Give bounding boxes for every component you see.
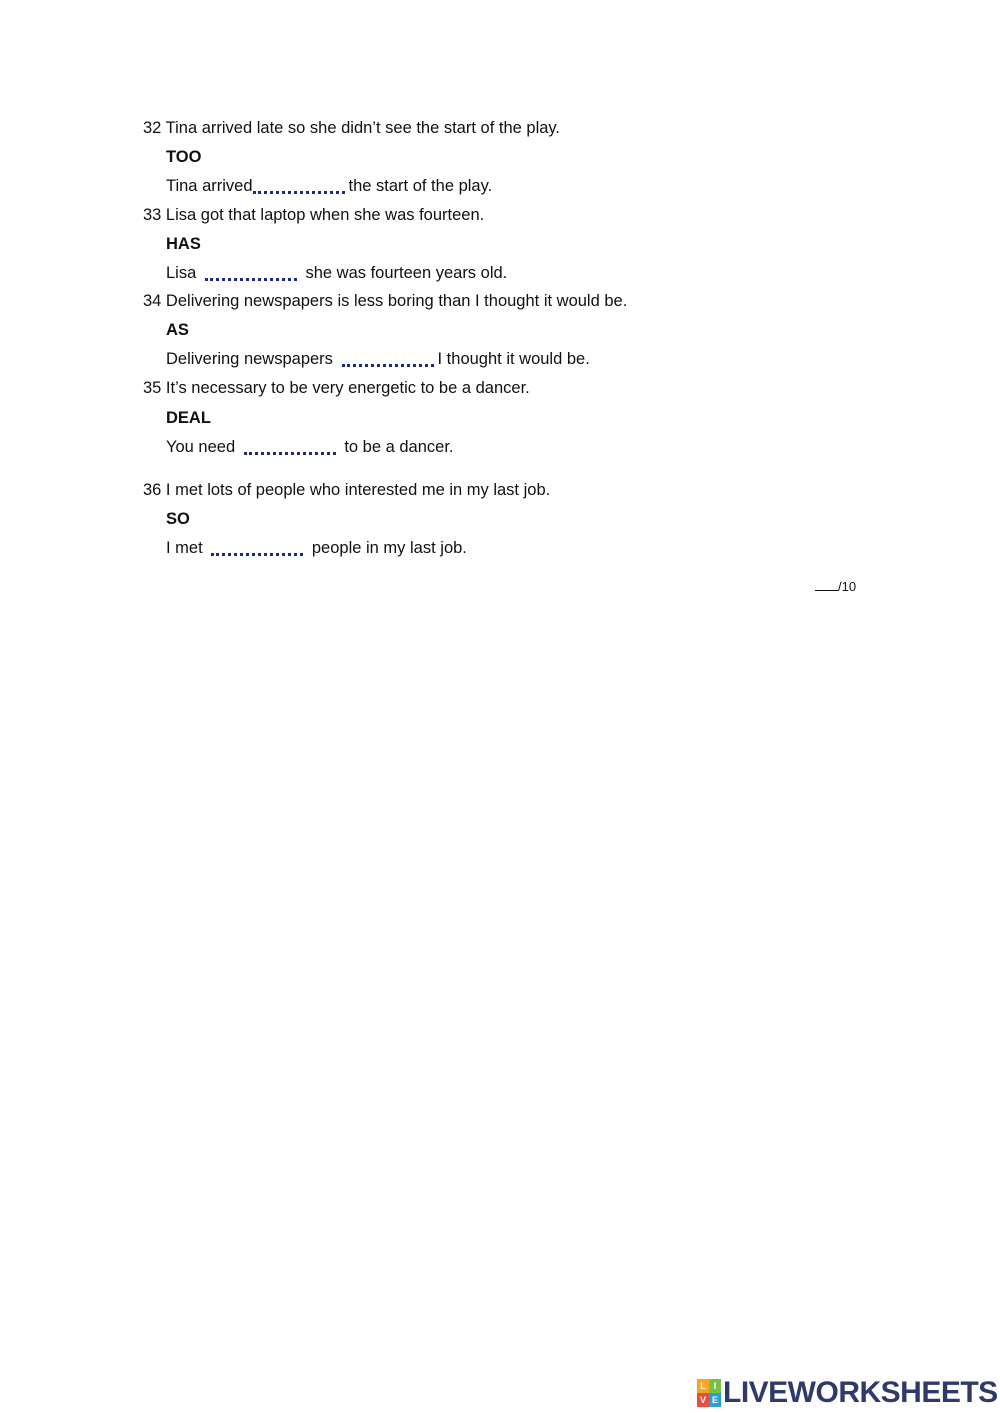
logo-letter-i: I (709, 1379, 721, 1393)
sentence-start: Tina arrived (166, 177, 253, 195)
score-total: /10 (838, 579, 857, 594)
question-prompt: 33 Lisa got that laptop when she was fourteen. (143, 206, 485, 224)
logo-text: LIVEWORKSHEETS (723, 1376, 998, 1409)
answer-sentence (166, 349, 590, 369)
logo-letter-e: E (709, 1393, 721, 1407)
answer-blank[interactable] (342, 353, 434, 367)
sentence-end: she was fourteen years old. (305, 264, 508, 282)
question-prompt: 35 It’s necessary to be very energetic to be a dancer. (143, 379, 530, 397)
sentence-start: You need (166, 438, 236, 456)
key-word: TOO (166, 148, 202, 166)
answer-sentence (166, 437, 454, 457)
sentence-end: I thought it would be. (437, 350, 590, 368)
answer-blank[interactable] (205, 267, 297, 281)
logo-letter-l: L (697, 1379, 709, 1393)
question-prompt: 32 Tina arrived late so she didn’t see the start of the play. (143, 119, 561, 137)
liveworksheets-logo (697, 1378, 998, 1408)
key-word: DEAL (166, 409, 211, 427)
score-blank (815, 578, 838, 591)
answer-blank[interactable] (211, 542, 303, 556)
sentence-start: I met (166, 539, 203, 557)
logo-letter-v: V (697, 1393, 709, 1407)
answer-blank[interactable] (244, 441, 336, 455)
score-box (815, 578, 856, 594)
logo-icon (697, 1379, 721, 1407)
sentence-start: Delivering newspapers (166, 350, 333, 368)
answer-blank[interactable] (253, 180, 345, 194)
sentence-end: the start of the play. (348, 177, 493, 195)
answer-sentence (166, 263, 507, 283)
key-word: SO (166, 510, 190, 528)
key-word: AS (166, 321, 189, 339)
question-prompt: 36 I met lots of people who interested me in my last job. (143, 481, 551, 499)
question-prompt: 34 Delivering newspapers is less boring than I thought it would be. (143, 292, 628, 310)
sentence-end: to be a dancer. (344, 438, 454, 456)
sentence-start: Lisa (166, 264, 197, 282)
sentence-end: people in my last job. (311, 539, 467, 557)
answer-sentence (166, 538, 467, 558)
answer-sentence (166, 176, 492, 196)
key-word: HAS (166, 235, 201, 253)
